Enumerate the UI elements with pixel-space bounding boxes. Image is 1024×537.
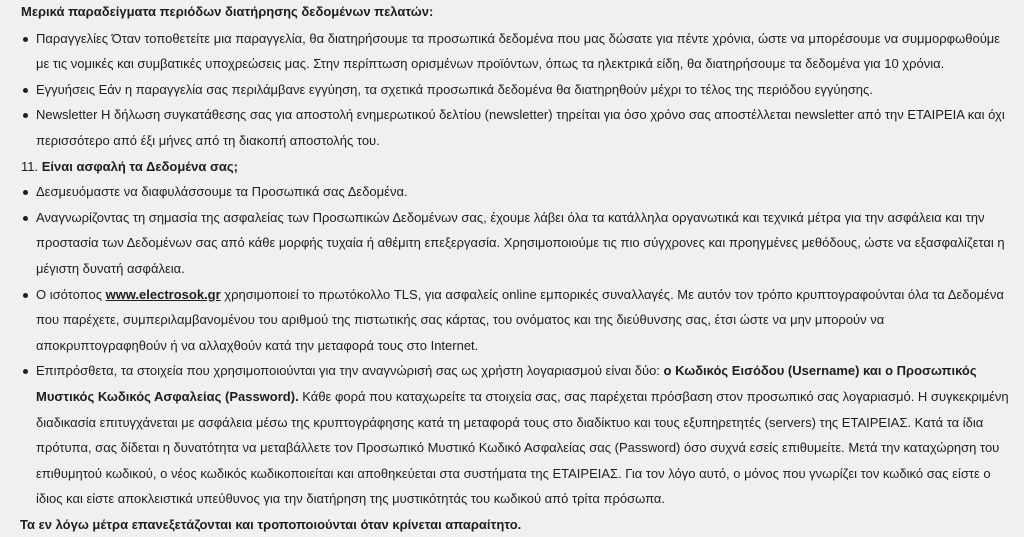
list-item-commitment: Δεσμευόμαστε να διαφυλάσσουμε τα Προσωπικά σας Δεδομένα. — [21, 179, 1012, 205]
section-11-title — [21, 154, 1012, 180]
section-number: 11. — [21, 158, 39, 174]
list-item-credentials — [21, 358, 1012, 512]
credentials-text: Κάθε φορά που καταχωρείτε τα στοιχεία σας, σας παρέχεται πρόσβαση στον προσωπικό σας λογαριασμό. Η συγκεκριμένη διαδικασία επιτυγχάνεται με ασφάλεια μέσω της κρυπτογράφησης κατά τη μεταφορά τους στο διαδίκτυο και τους εξυπηρετητές (servers) της ΕΤΑΙΡΕΙΑΣ. Κατά τα ίδια πρότυπα, σας δίδεται η δυνατότητα να μεταβάλλετε τον Προσωπικό Μυστικό Κωδικό Ασφαλείας σας (Password) όσο συχνά εσείς επιθυμείτε. Μετά την καταχώρηση του επιθυμητού κωδικού, ο νέος κωδικός κωδικοποιείται και αποθηκεύεται στα συστήματα της ΕΤΑΙΡΕΙΑΣ. Για τον λόγο αυτό, ο μόνος που γνωρίζει τον κωδικό σας είστε ο ίδιος και είστε αποκλειστικά υπεύθυνος για την διατήρηση της μυστικότητάς του κωδικού από τρίτα πρόσωπα. — [36, 388, 1009, 507]
section-title-text: Είναι ασφαλή τα Δεδομένα σας; — [41, 158, 238, 174]
list-item-warranties: Εγγυήσεις Εάν η παραγγελία σας περιλάμβανε εγγύηση, τα σχετικά προσωπικά δεδομένα θα διατηρηθούν μέχρι το τέλος της περιόδου εγγύησης. — [21, 77, 1012, 103]
tls-text: χρησιμοποιεί το πρωτόκολλο TLS, για ασφαλείς online εμπορικές συναλλαγές. Με αυτόν τον τρόπο κρυπτογραφούνται όλα τα Δεδομένα που παρέχετε, συμπεριλαμβανομένου του αριθμού της πιστωτικής σας κάρτας, του ονόματος και της διεύθυνσης σας, έτσι ώστε να μην μπορούν να αποκρυπτογραφηθούν ή να αλλαχθούν κατά την μεταφορά τους στο Internet. — [36, 286, 1004, 353]
credentials-prefix: Επιπρόσθετα, τα στοιχεία που χρησιμοποιούνται για την αναγνώρισή σας ως χρήστη λογαριασμού είναι δύο: — [36, 363, 664, 379]
list-item-security-measures: Αναγνωρίζοντας τη σημασία της ασφαλείας των Προσωπικών Δεδομένων σας, έχουμε λάβει όλα τα κατάλληλα οργανωτικά και τεχνικά μέτρα για την ασφάλεια και την προστασία των Δεδομένων σας από κάθε μορφής τυχαία ή αθέμιτη επεξεργασία. Χρησιμοποιούμε τις πιο σύγχρονες και προηγμένες μεθόδους, ώστε να εξασφαλίζεται η μέγιστη δυνατή ασφάλεια. — [21, 205, 1012, 282]
retention-list — [21, 26, 1012, 154]
list-item-newsletter: Newsletter Η δήλωση συγκατάθεσης σας για αποστολή ενημερωτικού δελτίου (newsletter) τηρείται για όσο χρόνο σας αποστέλλεται newsletter από την ΕΤΑΙΡΕΙΑ και όχι περισσότερο από έξι μήνες από τη διακοπή αποστολής του. — [21, 102, 1012, 153]
list-item-orders: Παραγγελίες Όταν τοποθετείτε μια παραγγελία, θα διατηρήσουμε τα προσωπικά δεδομένα που μας δώσατε για πέντε χρόνια, ώστε να μπορέσουμε να συμμορφωθούμε με τις νομικές και συμβατικές υποχρεώσεις μας. Στην περίπτωση ορισμένων προϊόντων, όπως τα ηλεκτρικά είδη, θα διατηρήσουμε τα δεδομένα για 10 χρόνια. — [21, 26, 1012, 77]
closing-statement: Τα εν λόγω μέτρα επανεξετάζονται και τροποποιούνται όταν κρίνεται απαραίτητο. — [20, 516, 522, 532]
list-item-tls — [21, 282, 1012, 359]
site-link[interactable]: www.electrosok.gr — [105, 286, 221, 302]
retention-heading: Μερικά παραδείγματα περιόδων διατήρησης δεδομένων πελατών: — [21, 4, 434, 19]
credentials-bold: ο Κωδικός Εισόδου (Username) και ο Προσωπικός Μυστικός Κωδικός Ασφαλείας (Password). — [36, 363, 977, 404]
security-list — [21, 179, 1012, 512]
tls-prefix: Ο ισότοπος — [36, 286, 106, 302]
